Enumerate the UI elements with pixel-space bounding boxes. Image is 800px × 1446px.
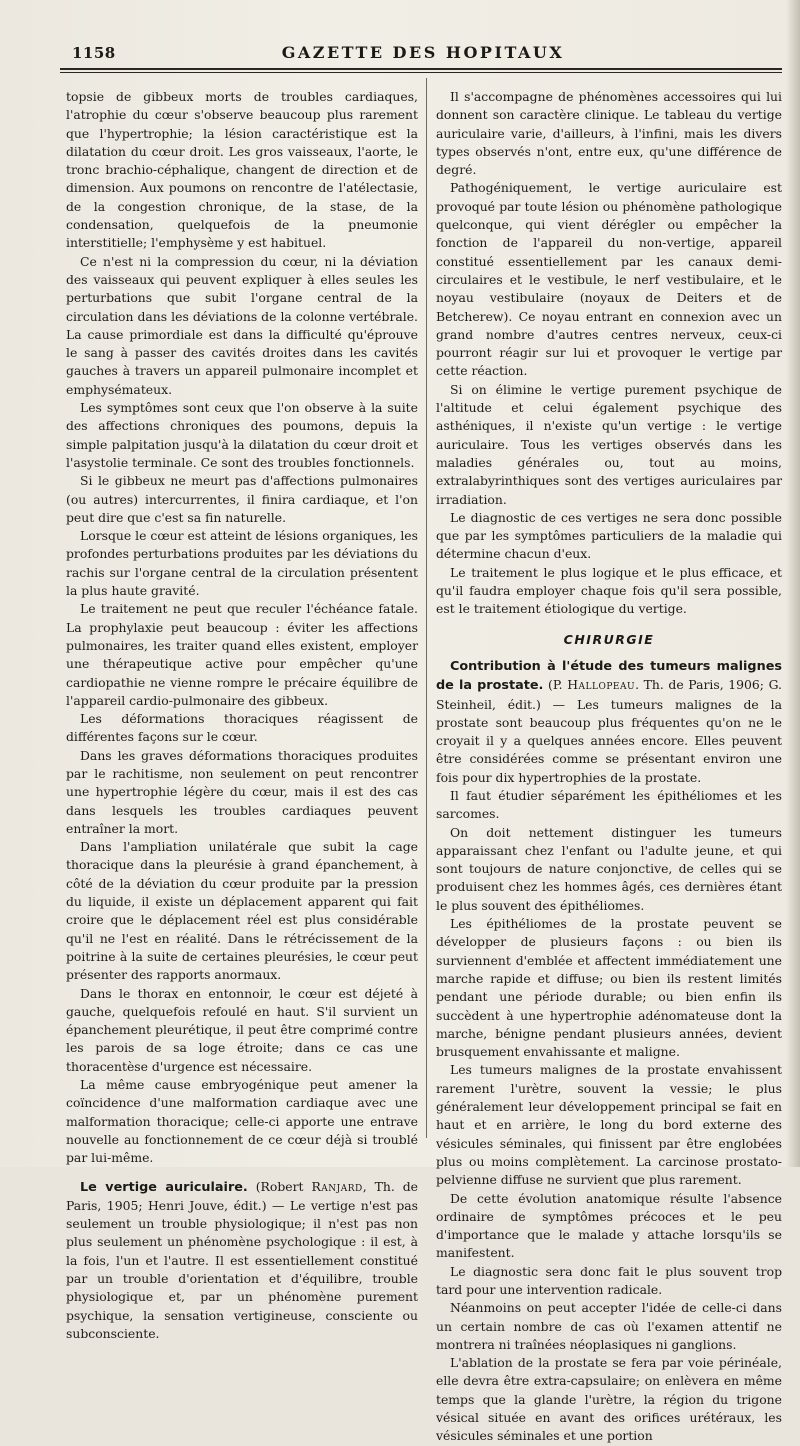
paragraph: De cette évolution anatomique résulte l'absence ordinaire de symptômes précoces et le peu d'importance que le malade y attache lorsqu'ils se manifestent.: [436, 1190, 782, 1261]
article-vertigo: [66, 1178, 418, 1344]
page-number: 1158: [72, 44, 116, 62]
paragraph: L'ablation de la prostate se fera par voie périnéale, elle devra être extra-capsulaire; on enlèvera en même temps que la glande l'urètre, la région du trigone vésical située en avant des orifices urétéraux, les vésicules séminales et une portion: [436, 1355, 782, 1444]
column-divider: [426, 78, 427, 1138]
paragraph: Le diagnostic de ces vertiges ne sera donc possible que par les symptômes particuliers de la maladie qui détermine chacun d'eux.: [436, 509, 782, 562]
article-tumors: [436, 657, 782, 787]
paragraph: Les déformations thoraciques réagissent de différentes façons sur le cœur.: [66, 711, 418, 745]
header-rule-thin: [60, 72, 782, 73]
paragraph: Ce n'est ni la compression du cœur, ni la déviation des vaisseaux qui peuvent expliquer à elles seules les perturbations que subit l'organe central de la circulation dans les déviations de la colonne vertébrale. La cause primordiale est dans la difficulté qu'éprouve le sang à passer des cavités droites dans les cavités gauches à travers un appareil pulmonaire incomplet et emphysémateux.: [66, 253, 418, 397]
article-body: — Les tumeurs malignes de la prostate sont beaucoup plus fréquentes qu'on ne le croyait il y a quelques années encore. Elles peuvent être considérées comme se présentant environ une fois pour dix hypertrophies de la prostate.: [436, 696, 783, 785]
paragraph: Le traitement le plus logique et le plus efficace, et qu'il faudra employer chaque fois qu'il sera possible, est le traitement étiologique du vertige.: [436, 564, 782, 617]
citation: , Th. de Paris, 1905; Henri Jouve, édit.): [66, 1178, 419, 1213]
citation: (Robert: [247, 1178, 312, 1194]
journal-title: GAZETTE DES HOPITAUX: [281, 43, 565, 62]
paragraph: Les tumeurs malignes de la prostate envahissent rarement l'urètre, souvent la vessie; le plus généralement leur développement principal se fait en haut et en arrière, le long du bord externe des vésicules séminales, qui finissent par être englobées plus ou moins complètement. La carcinose prostato-pelvienne diffuse ne survient que plus rarement.: [436, 1062, 782, 1188]
page-edge-shadow: [786, 0, 800, 1167]
article-title: Contribution à l'étude des tumeurs malignes de la prostate.: [436, 658, 782, 694]
paragraph: Néanmoins on peut accepter l'idée de celle-ci dans un certain nombre de cas où l'examen attentif ne montrera ni traînées néoplasiques ni ganglions.: [436, 1300, 782, 1352]
paragraph: Pathogéniquement, le vertige auriculaire est provoqué par toute lésion ou phénomène pathologique quelconque, qui vient dérégler ou empêcher la fonction de l'appareil du non-vertige, appareil constitué essentiellement par les canaux demi-circulaires et le vestibule, le nerf vestibulaire, et le noyau vestibulaire (noyaux de Deiters et de Betcherew). Ce noyau entrant en connexion avec un grand nombre d'autres centres nerveux, ceux-ci pourront réagir sur lui et provoquer le vertige par cette réaction.: [436, 180, 782, 379]
paragraph: Les symptômes sont ceux que l'on observe à la suite des affections chroniques des poumons, depuis la simple palpitation jusqu'à la dilatation du cœur droit et l'asystolie terminale. Ce sont des troubles fonctionnels.: [66, 400, 418, 470]
citation: (P.: [543, 677, 568, 693]
citation: . Th. de Paris, 1906; G. Steinheil, édit.): [436, 677, 782, 712]
paragraph: Dans l'ampliation unilatérale que subit la cage thoracique dans la pleurésie à grand épanchement, à côté de la déviation du cœur produite par la pression du liquide, il existe un déplacement apparent qui fait croire que le déplacement réel est plus considérable qu'il ne l'est en réalité. Dans le rétrécissement de la poitrine à la suite de certaines pleurésies, le cœur peut présenter des rapports anormaux.: [66, 839, 418, 983]
page-header: [64, 44, 782, 66]
paragraph: Les épithéliomes de la prostate peuvent se développer de plusieurs façons : ou bien ils surviennent d'emblée et affectent immédiatement une marche rapide et diffuse; ou bien ils restent limités pendant une période durable; ou bien enfin ils succèdent à une hypertrophie adénomateuse dont la marche, bénigne pendant plusieurs années, devient brusquement envahissante et maligne.: [436, 916, 782, 1060]
paragraph: On doit nettement distinguer les tumeurs apparaissant chez l'enfant ou l'adulte jeune, et qui sont toujours de nature conjonctive, de celles qui se produisent chez les hommes âgés, ces dernières étant le plus souvent des épithéliomes.: [436, 824, 782, 913]
author-name: Hallopeau: [567, 677, 636, 693]
paragraph: Si le gibbeux ne meurt pas d'affections pulmonaires (ou autres) intercurrentes, il finira cardiaque, et l'on peut dire que c'est sa fin naturelle.: [66, 473, 418, 525]
paragraph: topsie de gibbeux morts de troubles cardiaques, l'atrophie du cœur s'observe beaucoup plus rarement que l'hypertrophie; la lésion caractéristique est la dilatation du cœur droit. Les gros vaisseaux, l'aorte, le tronc brachio-céphalique, changent de direction et de dimension. Aux poumons on rencontre de l'atélectasie, de la congestion chronique, de la stase, de la condensation, quelquefois de la pneumonie interstitielle; l'emphysème y est habituel.: [66, 89, 418, 251]
header-rule-thick: [60, 68, 782, 70]
paragraph: Il faut étudier séparément les épithéliomes et les sarcomes.: [436, 787, 782, 822]
left-column: [66, 88, 418, 1343]
paragraph: Le traitement ne peut que reculer l'échéance fatale. La prophylaxie peut beaucoup : éviter les affections pulmonaires, les traiter quand elles existent, employer une thérapeutique active pour empêcher qu'une cardiopathie ne vienne rompre le précaire équilibre de l'appareil cardio-pulmonaire des gibbeux.: [66, 601, 418, 708]
paragraph: Si on élimine le vertige purement psychique de l'altitude et celui également psychique des asthéniques, il n'existe qu'un vertige : le vertige auriculaire. Tous les vertiges observés dans les maladies générales ou, tout au moins, extralabyrinthiques sont des vertiges auriculaires par irradiation.: [436, 381, 782, 507]
paragraph: Dans le thorax en entonnoir, le cœur est déjeté à gauche, quelquefois refoulé en haut. S'il survient un épanchement pleurétique, il peut être comprimé contre les parois de sa loge étroite; dans ce cas une thoracentèse d'urgence est nécessaire.: [66, 985, 418, 1074]
author-name: Ranjard: [311, 1178, 363, 1194]
paragraph: Dans les graves déformations thoraciques produites par le rachitisme, non seulement on peut rencontrer une hypertrophie légère du cœur, mais il est des cas dans lesquels les troubles cardiaques peuvent entraîner la mort.: [66, 747, 418, 836]
paragraph: Il s'accompagne de phénomènes accessoires qui lui donnent son caractère clinique. Le tableau du vertige auriculaire varie, d'ailleurs, à l'infini, mais les divers types observés n'ont, entre eux, qu'une différence de degré.: [436, 89, 782, 178]
paragraph: Le diagnostic sera donc fait le plus souvent trop tard pour une intervention radicale.: [436, 1263, 782, 1297]
paragraph: La même cause embryogénique peut amener la coïncidence d'une malformation cardiaque avec une malformation thoracique; celle-ci apporte une entrave nouvelle au fonctionnement de ce cœur déjà si troublé par lui-même.: [66, 1077, 418, 1166]
paragraph: Lorsque le cœur est atteint de lésions organiques, les profondes perturbations produites par les déviations du rachis sur l'organe central de la circulation présentent la plus haute gravité.: [66, 528, 418, 599]
right-column: [436, 88, 782, 1446]
section-heading: CHIRURGIE: [563, 631, 655, 647]
article-body: — Le vertige n'est pas seulement un trouble physiologique; il n'est pas non plus seulement un phénomène psychologique : il est, à la fois, l'un et l'autre. Il est essentiellement constitué par un trouble d'orientation et d'équilibre, trouble physiologique et, par un phénomène purement psychique, la sensation vertigineuse, consciente ou subconsciente.: [66, 1197, 418, 1341]
article-title: Le vertige auriculaire.: [80, 1179, 248, 1195]
